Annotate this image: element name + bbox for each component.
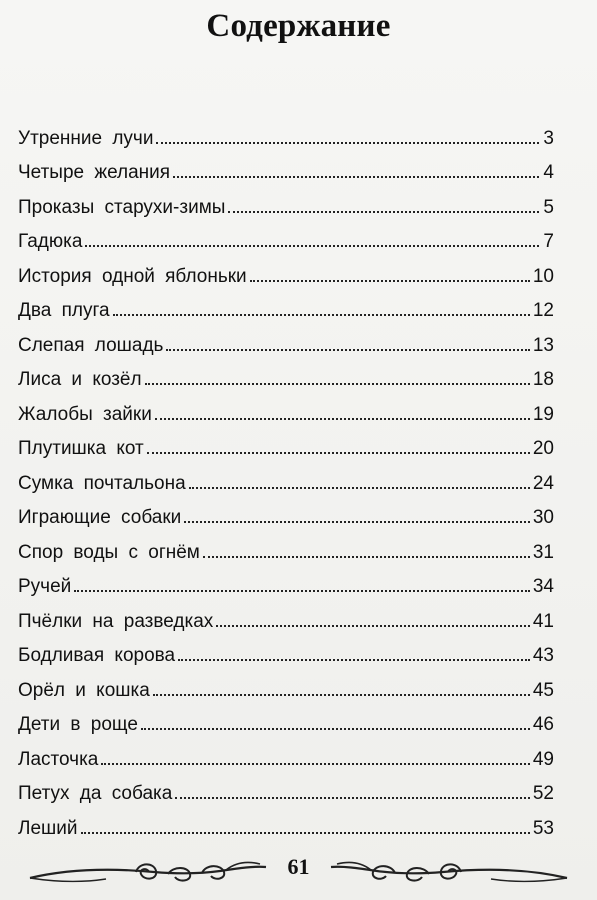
toc-entry-title: Сумка почтальона xyxy=(18,472,186,494)
toc-entry-title: Петух да собака xyxy=(18,783,173,804)
toc-entry xyxy=(18,808,554,843)
dot-leader xyxy=(216,625,530,627)
toc-entry xyxy=(18,153,554,188)
toc-entry-page: 24 xyxy=(532,472,554,494)
page-footer xyxy=(0,846,597,896)
toc-entry xyxy=(18,360,554,395)
toc-entry xyxy=(18,567,554,602)
dot-leader xyxy=(85,245,539,247)
toc-entry-page: 30 xyxy=(532,507,554,528)
toc-entry xyxy=(18,601,554,636)
toc-entry xyxy=(18,187,554,222)
toc-entry-title: Слепая лошадь xyxy=(18,334,164,356)
toc-entry-title: Четыре желания xyxy=(18,162,171,183)
toc-entry-title: История одной яблоньки xyxy=(18,265,247,287)
right-flourish-icon xyxy=(329,856,569,888)
table-of-contents xyxy=(18,118,554,843)
toc-entry-page: 19 xyxy=(532,403,554,425)
dot-leader xyxy=(155,418,530,420)
page-number: 61 xyxy=(287,854,310,879)
toc-entry-title: Орёл и кошка xyxy=(18,679,150,701)
dot-leader xyxy=(81,832,530,834)
toc-entry-page: 46 xyxy=(532,714,554,735)
toc-entry xyxy=(18,705,554,740)
toc-entry xyxy=(18,118,554,153)
toc-entry xyxy=(18,291,554,326)
toc-entry-page: 12 xyxy=(532,300,554,321)
dot-leader xyxy=(189,487,530,489)
toc-entry xyxy=(18,498,554,533)
dot-leader xyxy=(203,556,530,558)
toc-entry-title: Проказы старухи-зимы xyxy=(18,196,226,218)
toc-entry-title: Ручей xyxy=(18,576,72,597)
toc-entry xyxy=(18,429,554,464)
toc-entry-title: Гадюка xyxy=(18,231,83,252)
toc-entry-title: Играющие собаки xyxy=(18,507,182,528)
toc-entry xyxy=(18,394,554,429)
dot-leader xyxy=(113,314,530,316)
toc-entry-page: 52 xyxy=(532,783,554,804)
dot-leader xyxy=(101,763,529,765)
toc-entry-title: Жалобы зайки xyxy=(18,403,152,425)
toc-entry xyxy=(18,463,554,498)
toc-entry-title: Плутишка кот xyxy=(18,438,144,459)
toc-entry-title: Лиса и козёл xyxy=(18,369,142,390)
toc-entry-page: 13 xyxy=(532,334,554,356)
dot-leader xyxy=(175,797,530,799)
toc-entry-title: Два плуга xyxy=(18,300,110,321)
toc-entry xyxy=(18,636,554,671)
toc-entry-page: 7 xyxy=(543,231,554,252)
dot-leader xyxy=(153,694,530,696)
toc-entry-title: Спор воды с огнём xyxy=(18,541,200,563)
dot-leader xyxy=(74,590,530,592)
toc-entry xyxy=(18,532,554,567)
toc-entry-page: 20 xyxy=(532,438,554,459)
toc-entry-title: Пчёлки на разведках xyxy=(18,610,214,632)
toc-entry xyxy=(18,670,554,705)
dot-leader xyxy=(184,521,530,523)
toc-entry-page: 4 xyxy=(543,162,554,183)
toc-entry xyxy=(18,256,554,291)
toc-entry-page: 31 xyxy=(532,541,554,563)
dot-leader xyxy=(166,349,529,351)
dot-leader xyxy=(147,452,530,454)
toc-entry-title: Ласточка xyxy=(18,748,99,770)
toc-entry-page: 53 xyxy=(532,817,554,839)
toc-entry-title: Леший xyxy=(18,817,78,839)
toc-entry-page: 10 xyxy=(532,265,554,287)
toc-entry-title: Бодливая корова xyxy=(18,645,176,666)
dot-leader xyxy=(173,176,539,178)
dot-leader xyxy=(145,383,530,385)
toc-entry xyxy=(18,774,554,809)
toc-entry-page: 3 xyxy=(543,127,554,149)
toc-entry-title: Дети в роще xyxy=(18,714,138,735)
toc-entry xyxy=(18,739,554,774)
toc-entry xyxy=(18,325,554,360)
dot-leader xyxy=(156,142,539,144)
dot-leader xyxy=(141,728,530,730)
toc-entry-page: 49 xyxy=(532,748,554,770)
toc-entry xyxy=(18,222,554,257)
toc-entry-page: 34 xyxy=(532,576,554,597)
dot-leader xyxy=(178,659,530,661)
toc-entry-title: Утренние лучи xyxy=(18,127,154,149)
toc-entry-page: 18 xyxy=(532,369,554,390)
dot-leader xyxy=(228,211,539,213)
toc-entry-page: 43 xyxy=(532,645,554,666)
dot-leader xyxy=(250,280,530,282)
toc-entry-page: 45 xyxy=(532,679,554,701)
toc-entry-page: 41 xyxy=(532,610,554,632)
page-title: Содержание xyxy=(206,8,391,44)
toc-entry-page: 5 xyxy=(543,196,554,218)
